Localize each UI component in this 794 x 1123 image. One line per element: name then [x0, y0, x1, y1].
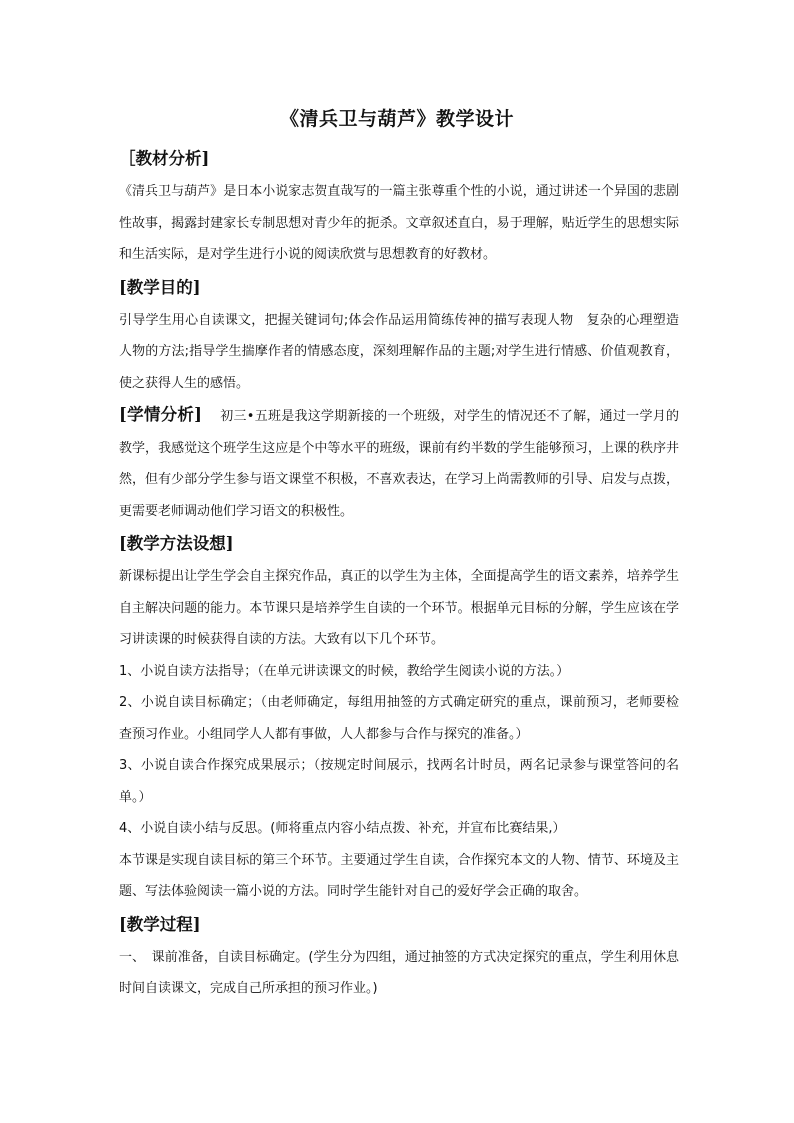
section-heading: ［教材分析] — [119, 149, 210, 168]
section-paragraph-with-heading — [119, 399, 679, 527]
section-teaching-method — [119, 527, 679, 908]
section-paragraph: 新课标提出让学生学会自主探究作品，真正的以学生为主体，全面提高学生的语文素养，培养学生自主解决问题的能力。本节课只是培养学生自读的一个环节。根据单元目标的分解，学生应该在学习讲读课的时候获得自读的方法。大致有以下几个环节。 — [119, 569, 679, 647]
list-item: 一、 课前准备，自读目标确定。(学生分为四组，通过抽签的方式决定探究的重点，学生利用休息时间自读课文，完成自己所承担的预习作业。) — [119, 949, 679, 996]
document-body — [119, 142, 679, 1005]
section-paragraph: 《清兵卫与葫芦》是日本小说家志贺直哉写的一篇主张尊重个性的小说，通过讲述一个异国的悲剧性故事，揭露封建家长专制思想对青少年的扼杀。文章叙述直白，易于理解，贴近学生的思想实际和生活实际，是对学生进行小说的阅读欣赏与思想教育的好教材。 — [119, 184, 679, 262]
list-item: 3、小说自读合作探究成果展示；（按规定时间展示，找两名计时员，两名记录参与课堂答问的名单。） — [119, 758, 679, 805]
section-teaching-goals — [119, 271, 679, 400]
document-title: 《清兵卫与葫芦》教学设计 — [279, 108, 514, 130]
section-heading: [教学目的] — [119, 277, 201, 297]
section-heading: [教学方法设想] — [119, 534, 234, 553]
list-item: 4、小说自读小结与反思。(师将重点内容小结点拨、补充，并宣布比赛结果,） — [119, 821, 566, 836]
section-student-analysis — [119, 399, 679, 527]
section-paragraph: 引导学生用心自读课文，把握关键词句;体会作品运用简练传神的描写表现人物 复杂的心理塑造人物的方法;指导学生揣摩作者的情感态度，深刻理解作品的主题;对学生进行情感、价值观教育，使之获得人生的感悟。 — [119, 312, 679, 391]
section-paragraph: 本节课是实现自读目标的第三个环节。主要通过学生自读，合作探究本文的人物、情节、环境及主题、写法体验阅读一篇小说的方法。同时学生能针对自己的爱好学会正确的取舍。 — [119, 852, 679, 899]
section-textbook-analysis — [119, 142, 679, 271]
list-item: 1、小说自读方法指导；（在单元讲读课文的时候，教给学生阅读小说的方法。） — [119, 663, 570, 679]
section-teaching-process — [119, 908, 679, 1005]
section-heading: [学情分析] — [119, 405, 202, 424]
section-inline-text: 初三•五班是我这学期新接的一个班级，对学生的情况还不了解，通过一学月的教学，我感觉这个班学生这应是个中等水平的班级，课前有约半数的学生能够预习，上课的秩序井然，但有少部分学生参与语文课堂不积极，不喜欢表达，在学习上尚需教师的引导、启发与点拨，更需要老师调动他们学习语文的积极性。 — [119, 409, 679, 519]
section-heading: [教学过程] — [119, 914, 201, 934]
list-item: 2、小说自读目标确定；（由老师确定，每组用抽签的方式确定研究的重点，课前预习，老师要检查预习作业。小组同学人人都有事做，人人都参与合作与探究的准备。） — [119, 695, 679, 742]
